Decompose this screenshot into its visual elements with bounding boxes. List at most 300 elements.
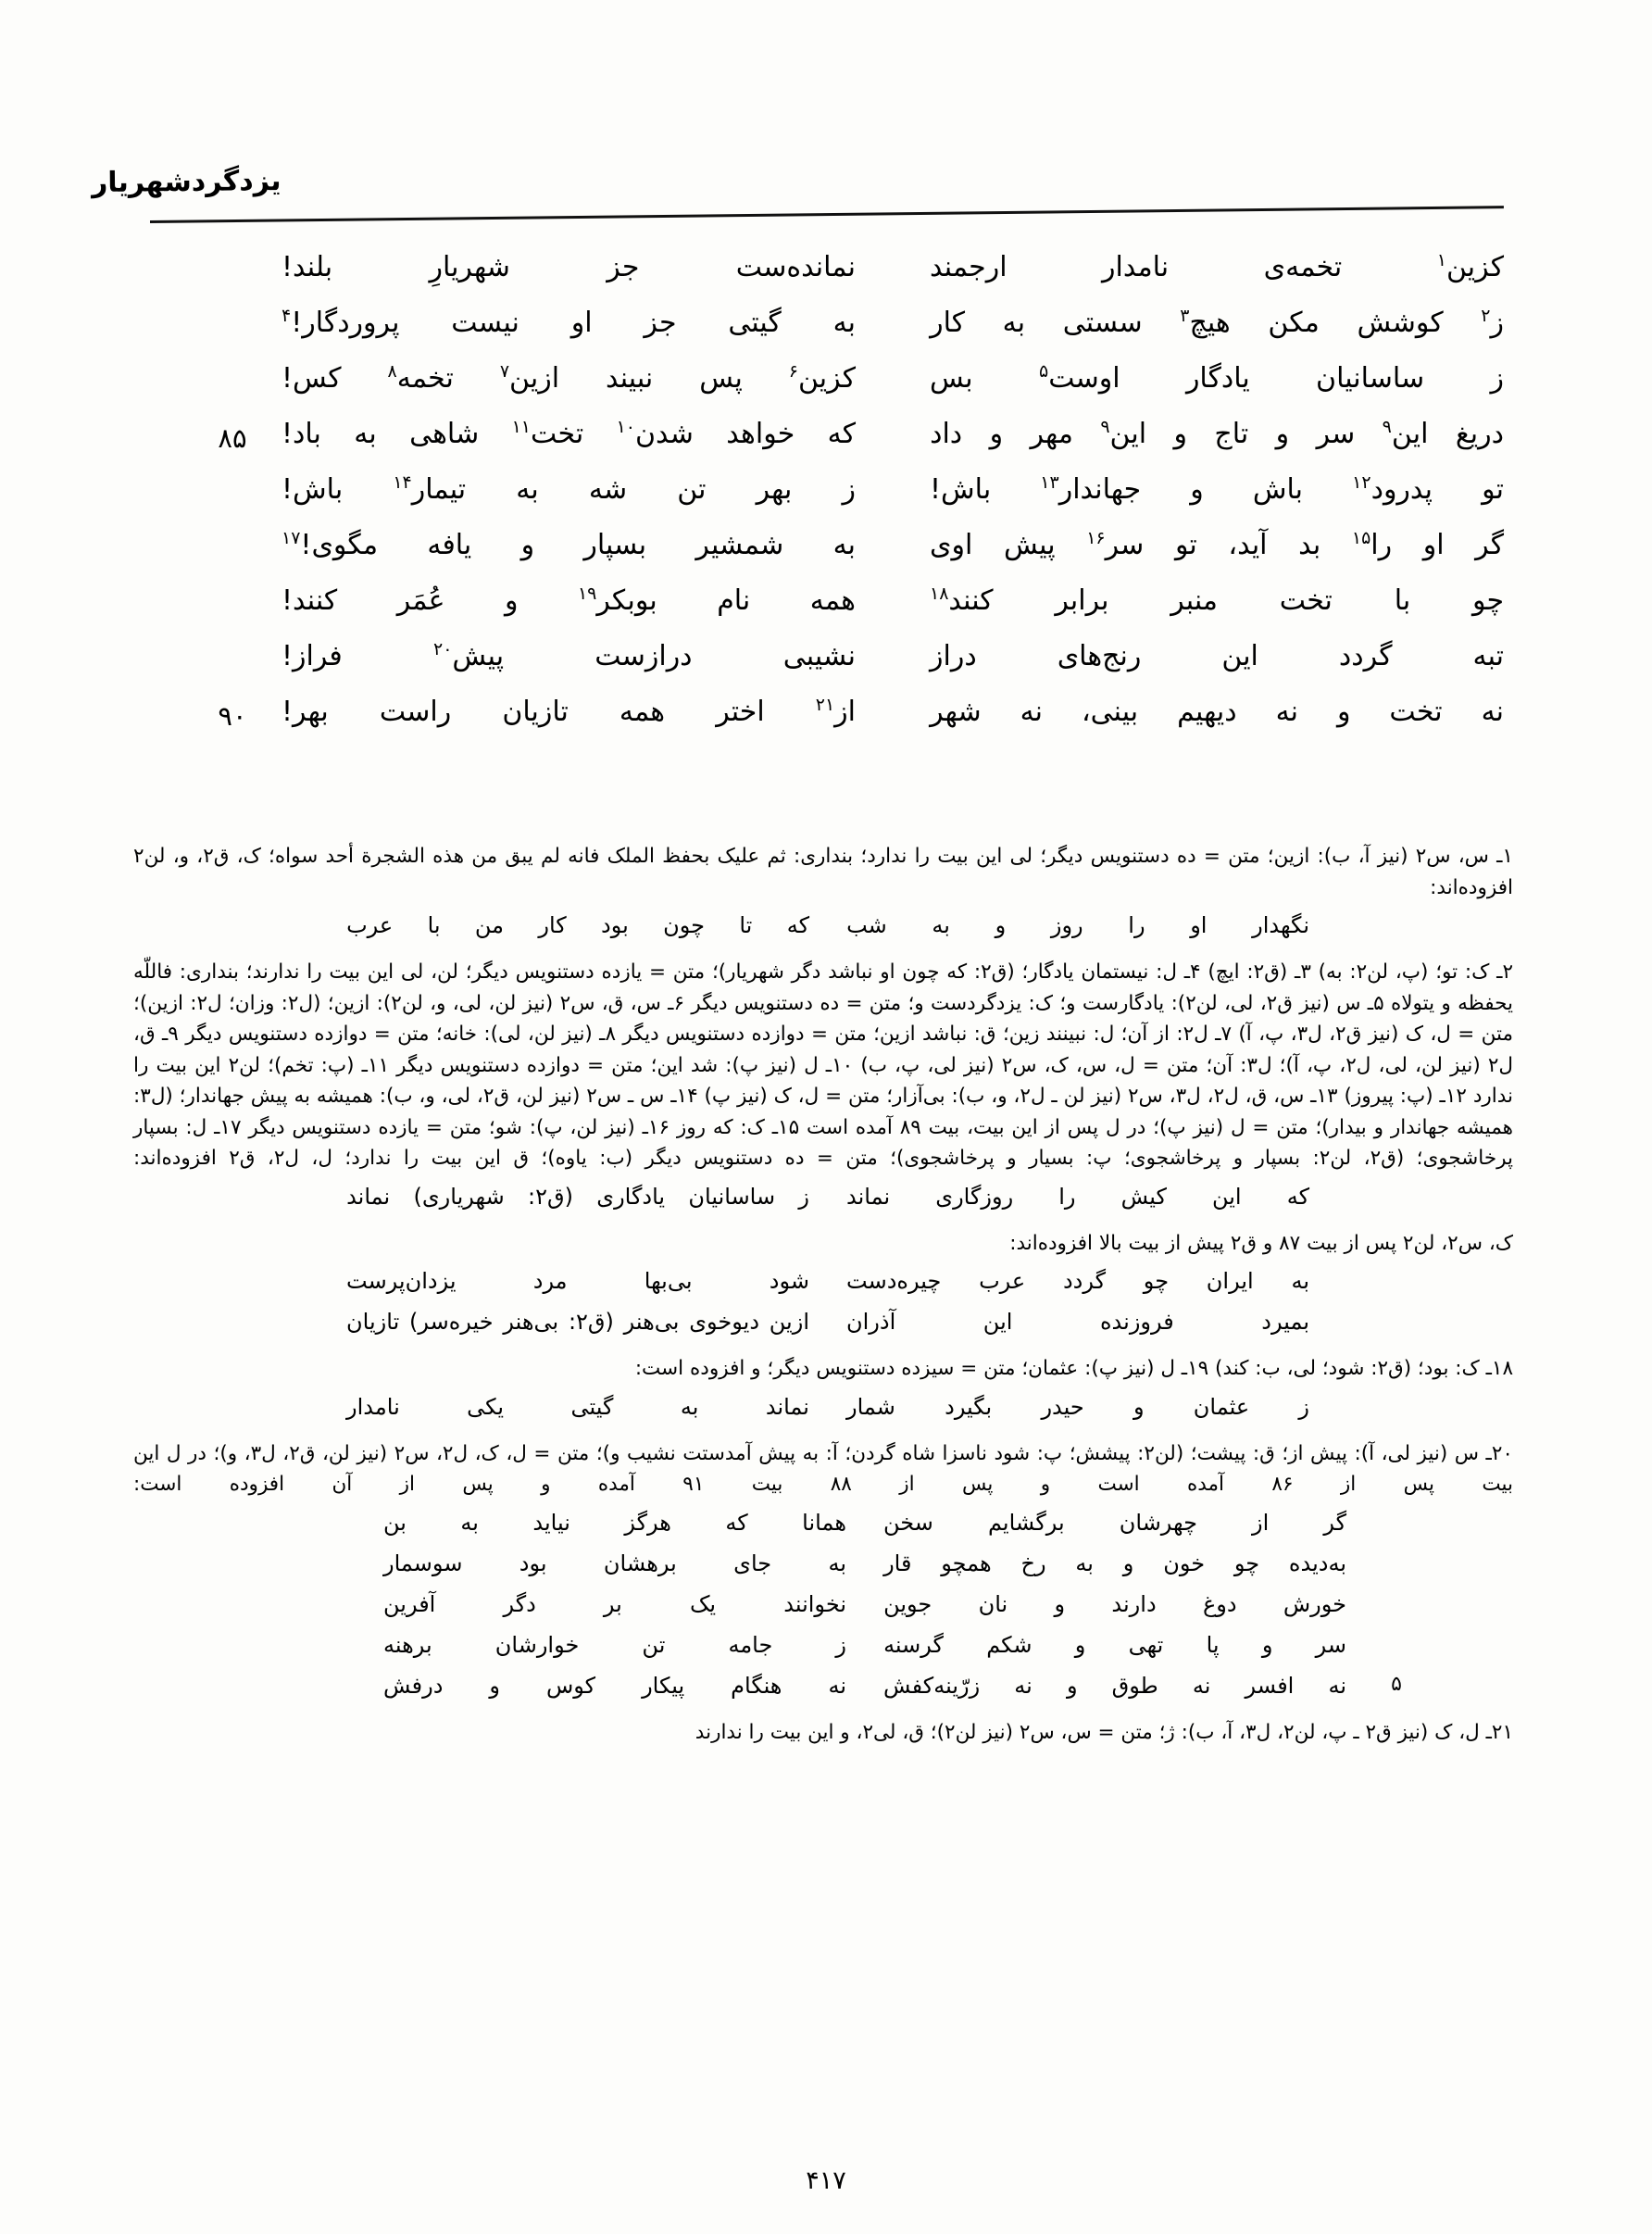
verse-word: کس! (282, 362, 342, 395)
verse-word: نبیند (606, 362, 654, 395)
footnote-marker[interactable]: ۱۷ (282, 528, 301, 548)
verse-word: بود (601, 912, 629, 939)
verse-word: بسپار (583, 529, 647, 561)
verse-row (148, 585, 1504, 641)
verse-word: جز (607, 251, 640, 283)
verse-word: همچو (941, 1550, 992, 1576)
apparatus-hemistich-right (846, 1669, 1346, 1710)
verse-word: داد (930, 418, 963, 450)
verse-word: آذران (846, 1309, 896, 1336)
footnote-marker[interactable]: ۱۰ (616, 417, 635, 437)
verse-word: نخوانند (783, 1590, 846, 1617)
verse-word: و (989, 418, 1004, 450)
verse-word: تن (642, 1631, 666, 1658)
verse-word: پدرود$^{۱۲}$ (1352, 472, 1433, 506)
verse-word: این$^۹$ (1382, 417, 1429, 450)
verse-word: و (1190, 473, 1204, 506)
apparatus-hemistich-right (846, 1628, 1346, 1669)
verse-word: نیست (451, 307, 519, 339)
verse-word: نماند (346, 1183, 391, 1210)
verse-word: به (354, 418, 377, 450)
verse-word: شه (588, 473, 628, 506)
apparatus-couplet-row (133, 1588, 1513, 1628)
apparatus-note-after-inset2: ک، س۲، لن۲ پس از بیت ۸۷ و ق۲ پیش از بیت بالا افزوده‌اند: (1009, 1231, 1513, 1255)
verse-word: بمیرد (1261, 1309, 1309, 1336)
verse-word: که (827, 418, 856, 450)
verse-word: زرّینه‌کفش (883, 1672, 981, 1699)
apparatus-note-21: ۲۱ـ ل، ک (نیز ق۲ ـ پ، لن۲، ل۳، آ، ب): ژ؛ متن = س، س۲ (نیز لن۲)؛ ق، لی۲، و این بیت را ندارند (695, 1720, 1513, 1744)
verse-word: اوی (930, 529, 973, 561)
verse-word: سوسمار (383, 1550, 463, 1576)
verse-word: باش! (930, 473, 992, 506)
footnote-marker[interactable]: ۱ (1436, 250, 1446, 270)
verse-word: عثمان (1193, 1393, 1250, 1420)
verse-word: گر (1475, 529, 1504, 561)
verse-number: ۹۰ (218, 700, 247, 732)
verse-word: برهشان (603, 1550, 677, 1576)
verse-word: نماند (846, 1183, 891, 1210)
verse-word: ز (798, 1183, 809, 1210)
verse-word: سستی (1062, 307, 1143, 339)
footnote-marker[interactable]: ۱۴ (393, 472, 412, 493)
apparatus-hemistich-left (346, 909, 809, 949)
verse-word: او (570, 307, 593, 339)
footnote-marker[interactable]: ۱۶ (1086, 528, 1106, 548)
verse-word: جوین (883, 1590, 932, 1617)
verse-word: ز (835, 1631, 846, 1658)
verse-row (148, 363, 1504, 419)
verse-word: جهاندار$^{۱۳}$ (1040, 472, 1142, 506)
verse-word: این (1221, 640, 1258, 672)
apparatus-couplet-row (133, 1264, 1513, 1305)
verse-word: تاج (1214, 418, 1249, 450)
verse-row (148, 641, 1504, 697)
verse-word: هیچ$^۳$ (1180, 306, 1231, 339)
verse-word: گیتی (570, 1393, 614, 1420)
verse-word: پیش (1003, 529, 1056, 561)
verse-word: او (1190, 912, 1208, 939)
apparatus-note-20: ۲۰ـ س (نیز لی، آ): پیش از؛ ق: پیشت؛ (لن۲: پیشش؛ پ: شود ناسزا شاه گردن؛ آ: به پیش آمدستت نشیب و)؛ متن = ل، ک، ل۲، س۲ (نیز لن، ق۲، ل۳، و)؛ در ل این بیت پس از ۸۶ آمده است و پس از ۸۸ بیت ۹۱ آمده و پس از آن افزوده است: (133, 1441, 1513, 1497)
verse-word: و (504, 584, 519, 617)
apparatus-hemistich-left (346, 1390, 809, 1431)
verse-word: خون (1163, 1550, 1206, 1576)
hemistich-right (889, 697, 1504, 726)
apparatus-inset-couplets-1 (133, 909, 1513, 949)
verse-word: دراز (930, 640, 977, 672)
verse-word: هرگز (624, 1509, 671, 1536)
footnote-marker[interactable]: ۶ (788, 361, 798, 382)
verse-word: شهر (930, 696, 982, 728)
verse-word: دیوخوی (689, 1309, 760, 1336)
verse-word: را (1128, 912, 1145, 939)
hemistich-left (272, 363, 889, 393)
verse-word: کوس (545, 1672, 596, 1699)
verse-word: رخ (1020, 1550, 1046, 1576)
verse-word: کزین$^۶$ (788, 361, 856, 395)
verse-row (148, 530, 1504, 585)
apparatus-hemistich-right (809, 1390, 1309, 1431)
verse-word: بی‌بها (644, 1268, 693, 1295)
verse-word: نمانده‌ست (735, 251, 856, 283)
verse-word: و (489, 1672, 500, 1699)
verse-word: و (1122, 1550, 1134, 1576)
hemistich-left (272, 474, 889, 504)
verse-word: بگیرد (945, 1393, 993, 1420)
verse-word: بر (603, 1590, 622, 1617)
hemistich-right (889, 641, 1504, 671)
verse-word: اوست$^۵$ (1038, 361, 1120, 395)
verse-word: دوغ (1202, 1590, 1237, 1617)
verse-word: یادگاری (596, 1183, 666, 1210)
hemistich-left (272, 697, 889, 726)
verse-row (148, 474, 1504, 530)
verse-word: کوشش (1357, 307, 1444, 339)
verse-word: ز (1490, 362, 1504, 395)
verse-word: یک (689, 1590, 717, 1617)
verse-word: و (1066, 1672, 1078, 1699)
verse-word: و (1336, 696, 1351, 728)
verse-word: مگوی!$^{۱۷}$ (282, 528, 379, 561)
verse-word: پیکار (642, 1672, 685, 1699)
verse-word: بوبکر$^{۱۹}$ (577, 584, 657, 617)
verse-word: یکی (467, 1393, 505, 1420)
verse-word: شب (846, 912, 887, 939)
verse-word: سر (1315, 1631, 1346, 1658)
apparatus-couplet-row (133, 1669, 1513, 1710)
apparatus-note-1: ۱ـ س، س۲ (نیز آ، ب): ازین؛ متن = ده دستنویس دیگر؛ لی این بیت را ندارد؛ بنداری: ثم علیک بحفظ الملک فانه لم یبق من هذه الشجرة أحد سواه؛ ک، ق۲، و، لن۲ افزوده‌اند: (133, 845, 1513, 899)
footnote-marker[interactable]: ۵ (1038, 361, 1049, 382)
verse-row (148, 697, 1504, 752)
verse-word: ازین$^۷$ (499, 361, 560, 395)
verse-word: این (1211, 1183, 1242, 1210)
verse-word: ایران (1206, 1268, 1254, 1295)
verse-number: ۸۵ (218, 422, 247, 454)
footnote-marker[interactable]: ۲۱ (815, 695, 835, 715)
apparatus-hemistich-right (809, 1264, 1309, 1305)
verse-word: برگشایم (987, 1509, 1065, 1536)
verse-row (148, 419, 1504, 474)
apparatus-couplet-row (133, 1506, 1513, 1547)
verse-word: ساسانیان (688, 1183, 776, 1210)
verse-word: تخت$^{۱۱}$ (511, 417, 584, 450)
verse-word: آید، (1228, 529, 1268, 561)
hemistich-right (889, 530, 1504, 559)
verse-word: دگر (503, 1590, 536, 1617)
footnote-marker[interactable]: ۸ (387, 361, 397, 382)
verse-word: بینی، (1081, 696, 1139, 728)
verse-word: بن (383, 1509, 407, 1536)
hemistich-left (272, 252, 889, 282)
critical-apparatus (133, 841, 1513, 1750)
verse-word: نه (1275, 696, 1299, 728)
verse-word: و (1133, 1393, 1145, 1420)
verse-word: تخمه‌ی (1263, 251, 1343, 283)
verse-word: به (460, 1509, 479, 1536)
apparatus-hemistich-right (846, 1588, 1346, 1628)
apparatus-note-2-block: ۲ـ ک: تو؛ (پ، لن۲: به) ۳ـ (ق۲: ایچ) ۴ـ ل: نیستمان یادگار؛ (ق۲: که چون او نباشد دگر شهریار)؛ متن = یازده دستنویس دیگر؛ لن، لی این بیت را ندارند؛ بنداری: فاللّه یحفظه و یتولاه ۵ـ س (نیز ق۲، لی، لن۲): یادگارست و؛ ک: یزدگردست و؛ متن = ده دستنویس دیگر ۶ـ س، ق، س۲ (نیز لن، لی، و، لن۲): ازین؛ (ل۲: وزان؛ ل۲: ازین)؛ متن = ل، ک (نیز ق۲، ل۳، پ، آ) ۷ـ ل۲: از آن؛ ل: نبینند زین؛ ق: نباشد ازین؛ متن = دوازده دستنویس دیگر ۸ـ (نیز لن، لی): خانه؛ متن = دوازده دستنویس دیگر ۹ـ ق، ل۲ (نیز لن، لی، ل۲، پ، آ)؛ ل۳: آن؛ متن = ل، س، ک، س۲ (نیز لی، پ، ب) ۱۰ـ ل (نیز پ): شد این؛ متن = دوازده دستنویس دیگر ۱۱ـ (پ: تخم)؛ لن۲ این بیت را ندارد ۱۲ـ (پ: پیروز) ۱۳ـ س، ق، ل۲، ل۳، س۲ (نیز لن ـ ل۲، و، ب): بی‌آزار؛ متن = ل، ک (نیز پ) ۱۴ـ س ـ س۲ (نیز لن، ق۲، لی، و، ب): همیشه به پیش جهاندار؛ (ل۳: همیشه جهاندار و بیدار)؛ متن = ل (نیز پ)؛ در ل پس از این بیت، بیت ۸۹ آمده است ۱۵ـ ک: که روز ۱۶ـ (نیز لن، پ): شو؛ متن = یازده دستنویس دیگر ۱۷ـ ل: بسپار پرخاشجوی؛ (ق۲، لن۲: بسپار و پرخاشجوی؛ پ: بسیار و پرخاشجوی)؛ متن = ده دستنویس دیگر (ب: یاوه)؛ ق این بیت را ندارد؛ ل، ل۲، ق۲ افزوده‌اند: (133, 960, 1514, 1171)
verse-word: تبه (1472, 640, 1504, 672)
verse-word: کار (930, 307, 965, 339)
verse-block (148, 252, 1504, 752)
verse-number (193, 307, 272, 311)
verse-word: نامدار (1102, 251, 1170, 283)
verse-word: ز$^۲$ (1481, 306, 1504, 339)
verse-word: تخت (1389, 696, 1443, 728)
verse-row (148, 252, 1504, 307)
apparatus-couplet-row (133, 1180, 1513, 1221)
apparatus-couplet-number (1346, 1506, 1402, 1547)
verse-word: بلند! (282, 251, 333, 283)
verse-word: چهرشان (1119, 1509, 1197, 1536)
apparatus-couplet-row (133, 909, 1513, 949)
footnote-marker[interactable]: ۱۱ (511, 417, 532, 437)
verse-word: تا (739, 912, 753, 939)
verse-word: نه (1192, 1672, 1211, 1699)
hemistich-right (889, 585, 1504, 615)
verse-number (193, 530, 272, 533)
verse-word: هنگام (731, 1672, 782, 1699)
verse-word: تخمه$^۸$ (387, 361, 454, 395)
verse-word: کیش (1120, 1183, 1167, 1210)
verse-word: تخت (1279, 584, 1333, 617)
verse-word: که (1286, 1183, 1309, 1210)
verse-word: باش! (282, 473, 344, 506)
verse-word: تهی (1128, 1631, 1164, 1658)
verse-word: دریغ (1455, 418, 1504, 450)
verse-word: شمار (846, 1393, 895, 1420)
verse-word: تو (1174, 529, 1197, 561)
apparatus-hemistich-left (383, 1628, 846, 1669)
verse-number (193, 641, 272, 645)
apparatus-hemistich-left (383, 1547, 846, 1588)
verse-word: گرسنه (883, 1631, 944, 1658)
verse-word: جای (733, 1550, 772, 1576)
apparatus-couplet-number (1346, 1628, 1402, 1669)
verse-word: تازیان (346, 1309, 400, 1336)
verse-word: فراز! (282, 640, 343, 672)
apparatus-inset-couplets-4 (133, 1390, 1513, 1431)
verse-word: باد! (282, 418, 321, 450)
verse-word: و (1173, 418, 1187, 450)
verse-word: فروزنده (1099, 1309, 1174, 1336)
verse-word: بود (519, 1550, 547, 1576)
verse-word: ازین (769, 1309, 809, 1336)
verse-word: پا (1206, 1631, 1220, 1658)
apparatus-couplet-row (133, 1547, 1513, 1588)
verse-word: نه (1481, 696, 1504, 728)
verse-word: به (680, 1393, 699, 1420)
verse-word: و (1261, 1631, 1273, 1658)
hemistich-right (889, 307, 1504, 337)
verse-word: باش (1252, 473, 1304, 506)
apparatus-inset-couplets-2 (133, 1180, 1513, 1221)
verse-word: دیهیم (1177, 696, 1237, 728)
verse-word: پس (699, 362, 743, 395)
verse-word: و (520, 529, 535, 561)
verse-word: افسر (1245, 1672, 1295, 1699)
verse-word: سخن (883, 1509, 933, 1536)
footnote-marker[interactable]: ۲ (1481, 306, 1491, 326)
verse-word: برابر (1055, 584, 1109, 617)
verse-word: جامه (728, 1631, 773, 1658)
apparatus-couplet-row (133, 1305, 1513, 1346)
verse-word: همانا (802, 1509, 846, 1536)
verse-word: که (725, 1509, 748, 1536)
verse-word: یزدان‌پرست (346, 1268, 457, 1295)
verse-word: تیمار$^{۱۴}$ (393, 472, 467, 506)
verse-word: تو (1482, 473, 1504, 506)
verse-word: نه (828, 1672, 846, 1699)
apparatus-couplet-number (1346, 1588, 1402, 1628)
footnote-marker[interactable]: ۴ (282, 306, 292, 326)
apparatus-inset-couplets-5 (133, 1506, 1513, 1710)
verse-word: منبر (1170, 584, 1218, 617)
verse-word: تن (677, 473, 707, 506)
verse-word: قار (883, 1550, 912, 1576)
verse-word: نگهدار (1252, 912, 1309, 939)
verse-word: دارند (1111, 1590, 1157, 1617)
verse-word: نشیبی (782, 640, 856, 672)
verse-word: بد (1298, 529, 1321, 561)
verse-word: شمشیر (695, 529, 784, 561)
verse-word: بی‌هنر (623, 1309, 680, 1336)
hemistich-right (889, 474, 1504, 504)
apparatus-hemistich-right (809, 1180, 1309, 1221)
hemistich-right (889, 252, 1504, 282)
verse-word: شهریاری) (413, 1183, 505, 1210)
running-head-title: یزدگردشهریار (92, 165, 282, 199)
verse-number (193, 252, 272, 256)
apparatus-note-18-19: ۱۸ـ ک: بود؛ (ق۲: شود؛ لی، ب: کند) ۱۹ـ ل (نیز پ): عثمان؛ متن = سیزده دستنویس دیگر؛ و افزوده است: (634, 1357, 1513, 1381)
verse-word: از (1252, 1509, 1270, 1536)
verse-word: از$^{۲۱}$ (815, 695, 856, 728)
apparatus-hemistich-right (809, 1305, 1309, 1346)
verse-word: روزگاری (935, 1183, 1014, 1210)
verse-word: خوارشان (494, 1631, 580, 1658)
verse-word: ز (842, 473, 856, 506)
verse-word: سر (1316, 418, 1356, 450)
verse-word: کنند$^{۱۸}$ (930, 584, 994, 617)
apparatus-hemistich-right (846, 1506, 1346, 1547)
verse-word: پروردگار!$^۴$ (282, 306, 400, 339)
verse-word: به (1075, 1550, 1094, 1576)
verse-word: چو (1233, 1550, 1260, 1576)
verse-word: و (995, 912, 1007, 939)
verse-word: بهر! (282, 696, 329, 728)
verse-word: طوق (1111, 1672, 1158, 1699)
verse-word: نامدار (346, 1393, 400, 1420)
verse-word: به (832, 307, 856, 339)
verse-word: ز (1298, 1393, 1309, 1420)
verse-word: همه (809, 584, 856, 617)
verse-word: به (1002, 307, 1026, 339)
verse-word: به‌دیده (1288, 1550, 1346, 1576)
footnote-marker[interactable]: ۱۵ (1351, 528, 1371, 548)
verse-word: نه (1020, 696, 1043, 728)
verse-word: عُمَر (396, 584, 445, 617)
apparatus-hemistich-left (346, 1305, 809, 1346)
footnote-marker[interactable]: ۷ (499, 361, 510, 382)
verse-word: همه (619, 696, 666, 728)
verse-word: سر$^{۱۶}$ (1086, 528, 1145, 561)
verse-word: عرب (979, 1268, 1026, 1295)
verse-word: بهر (756, 473, 793, 506)
verse-word: را$^{۱۵}$ (1351, 528, 1393, 561)
footnote-marker[interactable]: ۳ (1180, 306, 1190, 326)
verse-word: که (786, 912, 809, 939)
footnote-marker[interactable]: ۲۰ (432, 639, 453, 659)
verse-word: کار (538, 912, 567, 939)
verse-word: آفرین (383, 1590, 436, 1617)
verse-word: شهریارِ (429, 251, 510, 283)
verse-word: این (982, 1309, 1013, 1336)
apparatus-hemistich-left (346, 1264, 809, 1305)
verse-word: بس (930, 362, 973, 395)
verse-word: نان (978, 1590, 1008, 1617)
verse-word: نام (717, 584, 751, 617)
verse-number (193, 585, 272, 589)
verse-word: به (1291, 1268, 1309, 1295)
apparatus-couplet-row (133, 1390, 1513, 1431)
footnote-marker[interactable]: ۹ (1100, 417, 1110, 437)
verse-word: خیره‌سر) (409, 1309, 494, 1336)
apparatus-hemistich-right (846, 1547, 1346, 1588)
verse-word: نه (1014, 1672, 1032, 1699)
footnote-marker[interactable]: ۱۲ (1352, 472, 1371, 493)
verse-word: گیتی (728, 307, 782, 339)
hemistich-left (272, 641, 889, 671)
verse-word: و (1054, 1590, 1066, 1617)
verse-word: خورش (1283, 1590, 1346, 1617)
footnote-marker[interactable]: ۱۸ (930, 584, 949, 604)
verse-word: نیاید (532, 1509, 570, 1536)
verse-number (193, 363, 272, 367)
verse-word: نه (1328, 1672, 1346, 1699)
verse-word: شاهی (409, 418, 480, 450)
verse-word: برهنه (383, 1631, 432, 1658)
running-head (0, 165, 1652, 230)
verse-word: ساسانیان (1316, 362, 1425, 395)
apparatus-inset-couplets-3 (133, 1264, 1513, 1346)
page-number: ۴۱۷ (806, 2166, 846, 2195)
verse-word: با (1394, 584, 1411, 617)
verse-word: به (932, 912, 950, 939)
footnote-marker[interactable]: ۱۳ (1040, 472, 1059, 493)
verse-word: یافه (427, 529, 472, 561)
verse-word: نماند (765, 1393, 809, 1420)
verse-word: مکن (1268, 307, 1320, 339)
verse-word: یادگار (1185, 362, 1250, 395)
verse-word: چو (1471, 584, 1504, 617)
hemistich-right (889, 363, 1504, 393)
verse-word: را (1058, 1183, 1076, 1210)
apparatus-hemistich-left (346, 1180, 809, 1221)
verse-number (193, 474, 272, 478)
verse-word: حیدر (1041, 1393, 1084, 1420)
verse-word: درازست (594, 640, 693, 672)
verse-word: چو (1143, 1268, 1170, 1295)
hemistich-left (272, 307, 889, 337)
verse-word: شود (769, 1268, 809, 1295)
verse-word: تازیان (502, 696, 569, 728)
hemistich-left (272, 585, 889, 615)
verse-word: ارجمند (930, 251, 1007, 283)
footnote-marker[interactable]: ۱۹ (577, 584, 597, 604)
verse-word: به (832, 529, 856, 561)
verse-word: کنند! (282, 584, 338, 617)
verse-word: مهر (1030, 418, 1073, 450)
footnote-marker[interactable]: ۹ (1382, 417, 1392, 437)
